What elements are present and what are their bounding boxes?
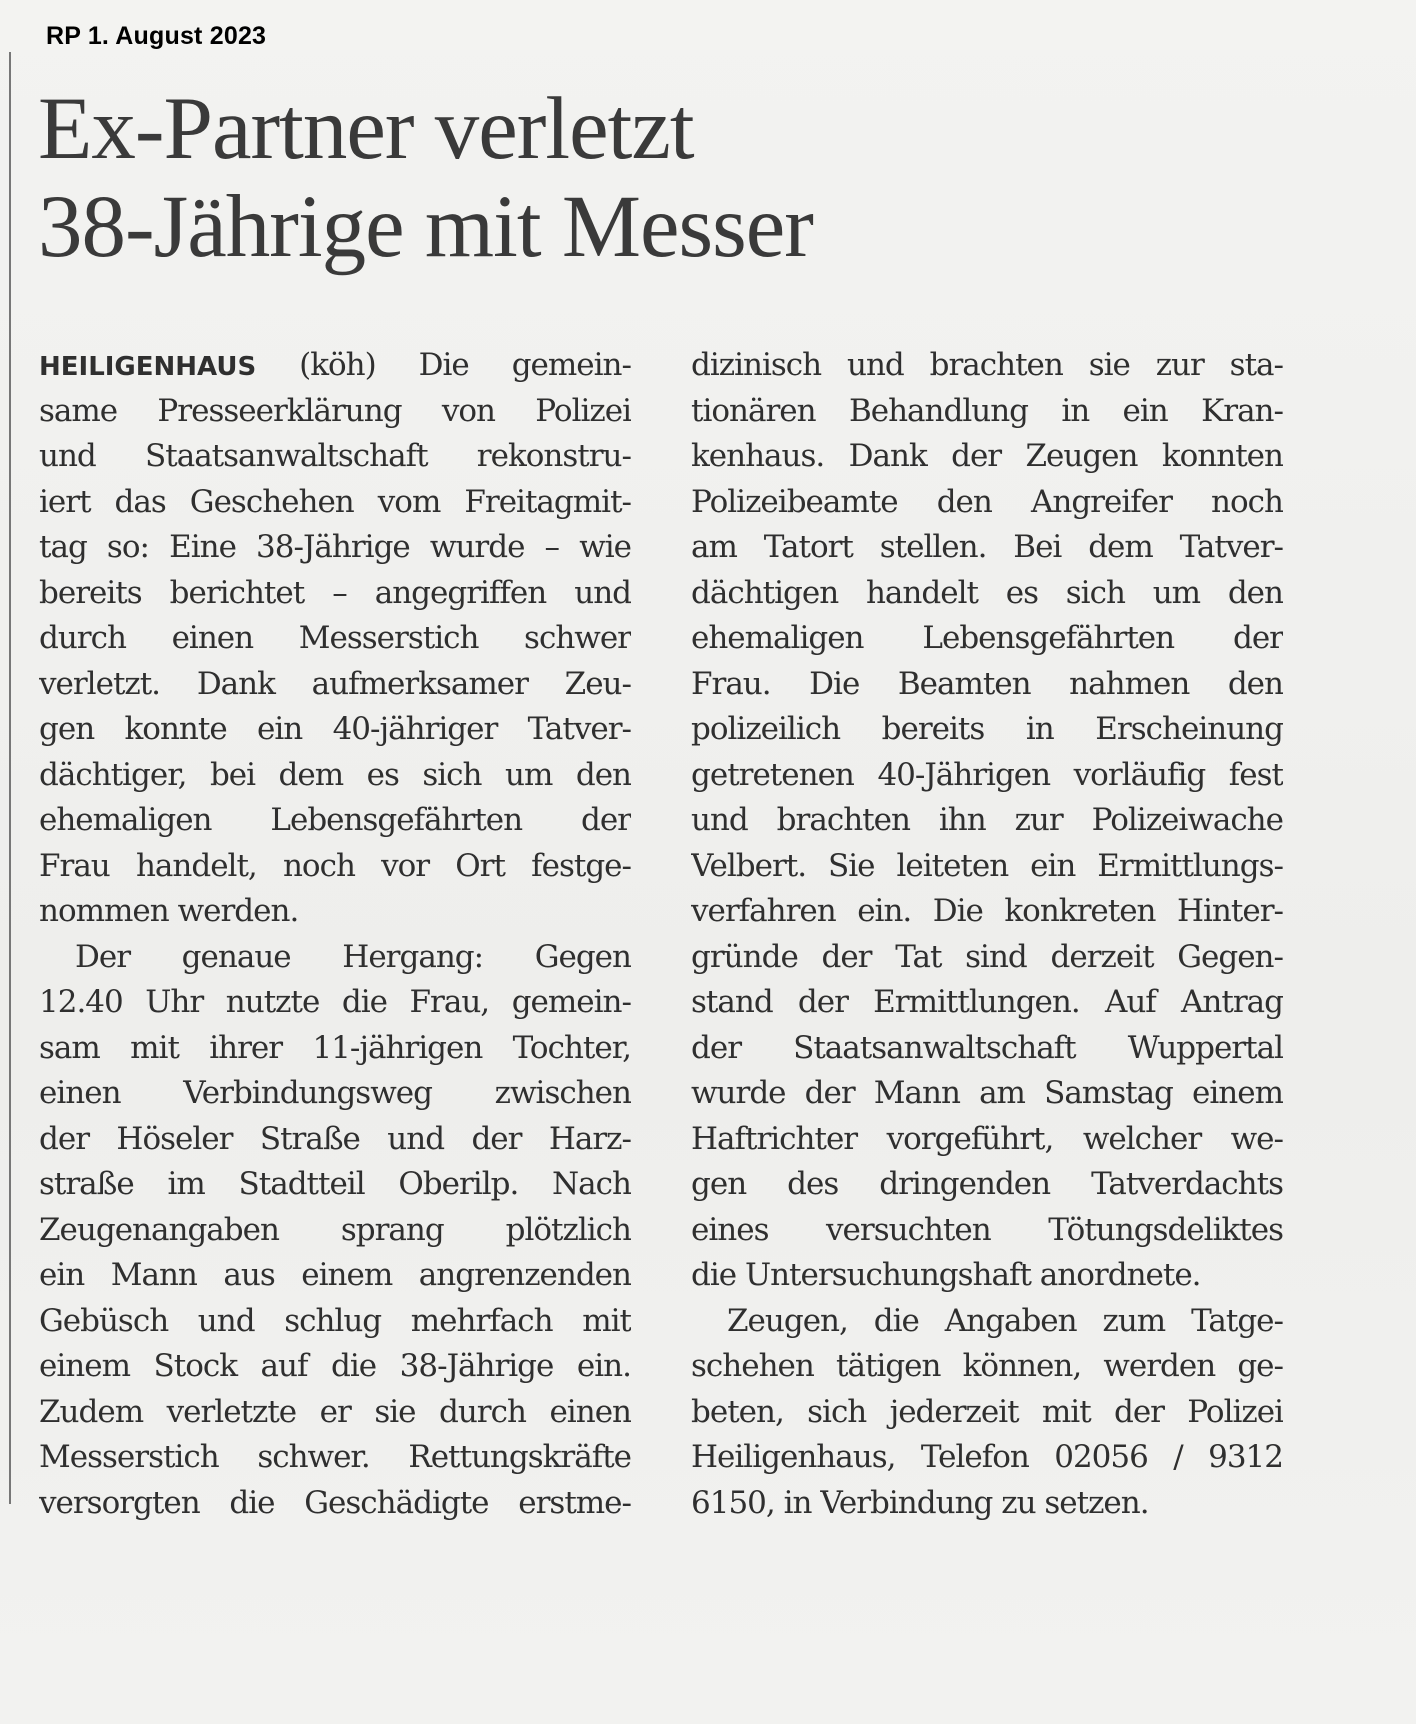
text-line	[39, 343, 631, 389]
text-line: gründe der Tat sind derzeit Gegen-	[691, 938, 1283, 975]
text-line: Velbert. Sie leiteten ein Ermittlungs-	[691, 847, 1283, 884]
text-line: stand der Ermittlungen. Auf Antrag	[691, 984, 1283, 1020]
text-line: nommen werden.	[39, 893, 299, 929]
article-column-right	[691, 343, 1283, 1526]
text-line: tionären Behandlung in ein Kran-	[691, 392, 1283, 429]
text-line: beten, sich jederzeit mit der Polizei	[691, 1393, 1283, 1430]
text-line: tag so: Eine 38-Jährige wurde – wie	[39, 529, 631, 565]
text-line: 6150, in Verbindung zu setzen.	[691, 1484, 1149, 1521]
article-column-left	[39, 343, 631, 1526]
text-line: Zudem verletzte er sie durch einen	[39, 1393, 631, 1430]
text-line: ein Mann aus einem angrenzenden	[39, 1257, 631, 1293]
text-line: same Presseerklärung von Polizei	[39, 392, 631, 429]
text-line: wurde der Mann am Samstag einem	[691, 1075, 1283, 1111]
text-line: kenhaus. Dank der Zeugen konnten	[691, 438, 1283, 474]
text-line: Zeugenangaben sprang plötzlich	[39, 1211, 631, 1248]
text-line: die Untersuchungshaft anordnete.	[691, 1257, 1201, 1293]
text-line: sam mit ihrer 11-jährigen Tochter,	[39, 1029, 631, 1066]
text-line: am Tatort stellen. Bei dem Tatver-	[691, 529, 1283, 565]
text-line: Gebüsch und schlug mehrfach mit	[39, 1302, 631, 1339]
column-rule	[9, 52, 11, 1504]
text-line: Zeugen, die Angaben zum Tatge-	[727, 1302, 1283, 1339]
headline-line-1: Ex-Partner verletzt	[38, 80, 694, 178]
text-line: dächtigen handelt es sich um den	[691, 574, 1283, 611]
text-line: verfahren ein. Die konkreten Hinter-	[691, 893, 1283, 929]
text-line: gen des dringenden Tatverdachts	[691, 1166, 1283, 1202]
source-date-label: RP 1. August 2023	[46, 22, 267, 50]
text-line: Der genaue Hergang: Gegen	[75, 938, 631, 975]
text-line: Heiligenhaus, Telefon 02056 / 9312	[691, 1439, 1283, 1475]
text-line: eines versuchten Tötungsdeliktes	[691, 1211, 1283, 1248]
text-line: Haftrichter vorgeführt, welcher we-	[691, 1120, 1283, 1157]
text-line: ehemaligen Lebensgefährten der	[691, 620, 1283, 656]
text-line: durch einen Messerstich schwer	[39, 620, 631, 656]
text-line: einem Stock auf die 38-Jährige ein.	[39, 1348, 631, 1384]
text-line: schehen tätigen können, werden ge-	[691, 1348, 1283, 1384]
text-line: versorgten die Geschädigte erstme-	[39, 1484, 631, 1521]
text-line: Frau. Die Beamten nahmen den	[691, 665, 1283, 702]
text-line: iert das Geschehen vom Freitagmit-	[39, 483, 631, 520]
text-line: getretenen 40-Jährigen vorläufig fest	[691, 756, 1283, 793]
text-line: 12.40 Uhr nutzte die Frau, gemein-	[39, 984, 631, 1020]
text-line: verletzt. Dank aufmerksamer Zeu-	[39, 665, 631, 702]
headline	[38, 80, 938, 276]
text-line: dächtiger, bei dem es sich um den	[39, 756, 631, 793]
text-line: einen Verbindungsweg zwischen	[39, 1075, 631, 1111]
text-line: Polizeibeamte den Angreifer noch	[691, 483, 1283, 520]
text-line: und Staatsanwaltschaft rekonstru-	[39, 438, 631, 474]
text-line: ehemaligen Lebensgefährten der	[39, 802, 631, 838]
text-line-content: (köh) Die gemein-	[256, 347, 631, 383]
text-line: und brachten ihn zur Polizeiwache	[691, 802, 1283, 838]
text-line: der Höseler Straße und der Harz-	[39, 1120, 631, 1157]
text-line: Messerstich schwer. Rettungskräfte	[39, 1439, 631, 1475]
dateline: HEILIGENHAUS	[39, 352, 257, 382]
text-line: gen konnte ein 40-jähriger Tatver-	[39, 711, 631, 747]
headline-line-2: 38-Jährige mit Messer	[38, 178, 813, 276]
text-line: bereits berichtet – angegriffen und	[39, 574, 631, 611]
text-line: Frau handelt, noch vor Ort festge-	[39, 847, 631, 884]
text-line: der Staatsanwaltschaft Wuppertal	[691, 1029, 1283, 1066]
text-line: dizinisch und brachten sie zur sta-	[691, 347, 1283, 383]
text-line: straße im Stadtteil Oberilp. Nach	[39, 1166, 631, 1202]
text-line: polizeilich bereits in Erscheinung	[691, 711, 1283, 747]
